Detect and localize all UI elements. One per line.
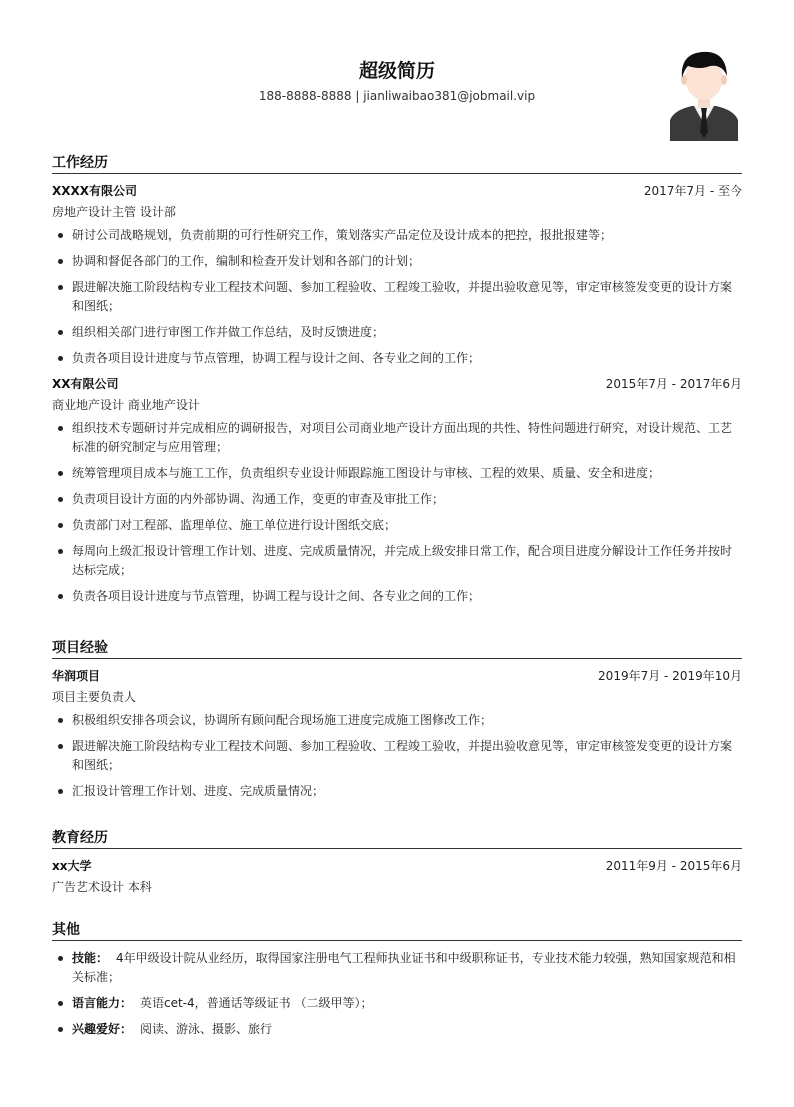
contact-info: 188-8888-8888 | jianliwaibao381@jobmail.vip <box>258 89 536 103</box>
candidate-name: 超级简历 <box>358 60 435 82</box>
date-range: 2011年9月 - 2015年6月 <box>605 859 742 873</box>
entry-header <box>52 375 742 391</box>
section-title-education: 教育经历 <box>52 827 742 849</box>
duty-list <box>52 226 742 368</box>
list-item: 负责各项目设计进度与节点管理，协调工程与设计之间、各专业之间的工作； <box>52 349 742 368</box>
language-label: 语言能力： <box>72 996 133 1010</box>
work-entry <box>52 375 742 606</box>
project-entry <box>52 667 742 801</box>
list-item: 负责项目设计方面的内外部协调、沟通工作，变更的审查及审批工作； <box>52 490 742 509</box>
project-name: 华润项目 <box>52 669 101 683</box>
list-item: 汇报设计管理工作计划、进度、完成质量情况； <box>52 782 742 801</box>
list-item <box>52 949 742 987</box>
list-item: 协调和督促各部门的工作，编制和检查开发计划和各部门的计划； <box>52 252 742 271</box>
hobbies-label: 兴趣爱好： <box>72 1022 133 1036</box>
entry-header <box>52 667 742 683</box>
date-range: 2019年7月 - 2019年10月 <box>598 669 742 683</box>
entry-header <box>52 182 742 198</box>
other-list <box>52 949 742 1039</box>
list-item: 统筹管理项目成本与施工工作，负责组织专业设计师跟踪施工图设计与审核、工程的效果、质量、安全和进度； <box>52 464 742 483</box>
list-item: 负责部门对工程部、监理单位、施工单位进行设计图纸交底； <box>52 516 742 535</box>
job-role: 商业地产设计 商业地产设计 <box>52 398 200 412</box>
date-range: 2017年7月 - 至今 <box>643 184 742 198</box>
section-title-other: 其他 <box>52 919 742 941</box>
work-entry <box>52 182 742 368</box>
list-item <box>52 1020 742 1039</box>
skills-text: 4年甲级设计院从业经历，取得国家注册电气工程师执业证书和中级职称证书，专业技术能力较强，熟知国家规范和相关标准； <box>72 951 736 984</box>
company-name: XX有限公司 <box>52 377 119 391</box>
section-title-project: 项目经验 <box>52 637 742 659</box>
other-section <box>52 919 742 1046</box>
education-entry <box>52 857 742 895</box>
skills-label: 技能： <box>72 951 109 965</box>
avatar-photo <box>670 48 738 141</box>
list-item: 跟进解决施工阶段结构专业工程技术问题、参加工程验收、工程竣工验收，并提出验收意见等，审定审核签发变更的设计方案和图纸； <box>52 737 742 775</box>
project-role: 项目主要负责人 <box>52 690 137 704</box>
list-item <box>52 994 742 1013</box>
list-item: 跟进解决施工阶段结构专业工程技术问题、参加工程验收、工程竣工验收，并提出验收意见等，审定审核签发变更的设计方案和图纸； <box>52 278 742 316</box>
duty-list <box>52 711 742 801</box>
list-item: 组织技术专题研讨并完成相应的调研报告，对项目公司商业地产设计方面出现的共性、特性问题进行研究，对设计规范、工艺标准的研究制定与应用管理； <box>52 419 742 457</box>
job-role: 房地产设计主管 设计部 <box>52 205 176 219</box>
hobbies-text: 阅读、游泳、摄影、旅行 <box>140 1022 273 1036</box>
company-name: XXXX有限公司 <box>52 184 138 198</box>
project-experience-section <box>52 637 742 808</box>
section-title-work: 工作经历 <box>52 152 742 174</box>
date-range: 2015年7月 - 2017年6月 <box>605 377 742 391</box>
list-item: 研讨公司战略规划，负责前期的可行性研究工作，策划落实产品定位及设计成本的把控，报批报建等； <box>52 226 742 245</box>
work-experience-section <box>52 152 742 613</box>
major-degree: 广告艺术设计 本科 <box>52 880 152 894</box>
entry-header <box>52 857 742 873</box>
school-name: xx大学 <box>52 859 92 873</box>
list-item: 组织相关部门进行审图工作并做工作总结，及时反馈进度； <box>52 323 742 342</box>
list-item: 积极组织安排各项会议，协调所有顾问配合现场施工进度完成施工图修改工作； <box>52 711 742 730</box>
list-item: 负责各项目设计进度与节点管理，协调工程与设计之间、各专业之间的工作； <box>52 587 742 606</box>
resume-header <box>0 0 794 150</box>
education-section <box>52 827 742 895</box>
list-item: 每周向上级汇报设计管理工作计划、进度、完成质量情况，并完成上级安排日常工作，配合项目进度分解设计工作任务并按时达标完成； <box>52 542 742 580</box>
language-text: 英语cet-4，普通话等级证书 （二级甲等）； <box>140 996 373 1010</box>
duty-list <box>52 419 742 606</box>
